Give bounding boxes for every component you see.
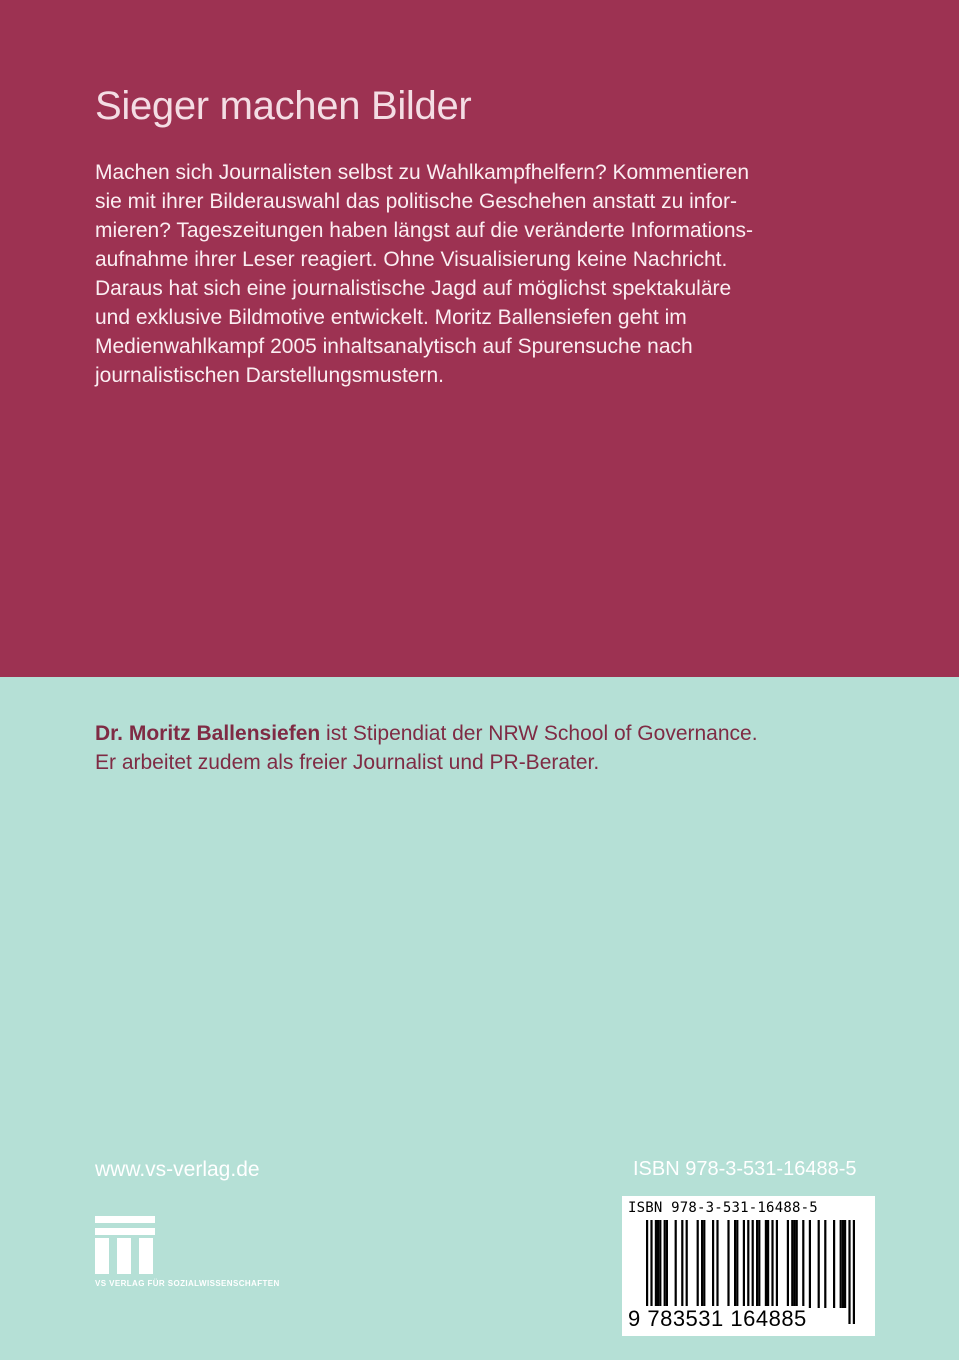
barcode-bar: [844, 1220, 846, 1308]
blurb-line: journalistischen Darstellungsmustern.: [95, 364, 444, 387]
barcode: [622, 1196, 875, 1336]
barcode-bar: [767, 1220, 769, 1308]
blurb-line: sie mit ihrer Bilderauswahl das politische Geschehen anstatt zu infor-: [95, 190, 737, 213]
barcode-bar: [824, 1220, 826, 1308]
barcode-bar: [765, 1220, 767, 1308]
publisher-website-link[interactable]: www.vs-verlag.de: [95, 1158, 260, 1181]
barcode-bar: [659, 1220, 661, 1308]
author-bio-line: Er arbeitet zudem als freier Journalist und PR-Berater.: [95, 751, 600, 774]
barcode-bar: [666, 1220, 668, 1308]
barcode-bar: [675, 1220, 677, 1308]
author-name: Dr. Moritz Ballensiefen: [95, 722, 321, 745]
barcode-bar: [657, 1220, 659, 1308]
barcode-bar: [655, 1220, 657, 1308]
barcode-bar: [758, 1220, 760, 1308]
author-bio: [95, 719, 895, 777]
blurb-line: mieren? Tageszeitungen haben längst auf die veränderte Informations-: [95, 219, 754, 242]
logo-mark: [95, 1216, 165, 1276]
barcode-bar: [771, 1220, 773, 1308]
barcode-bar: [664, 1220, 666, 1308]
barcode-bar: [793, 1220, 795, 1308]
barcode-bar: [791, 1220, 793, 1308]
barcode-guard-bar: [853, 1220, 855, 1324]
book-blurb: [95, 158, 855, 390]
book-title: Sieger machen Bilder: [95, 84, 472, 128]
barcode-bar: [833, 1220, 835, 1308]
barcode-bar: [734, 1220, 736, 1308]
publisher-logo-text: VS VERLAG FÜR SOZIALWISSENSCHAFTEN: [95, 1279, 280, 1288]
barcode-bar: [787, 1220, 789, 1308]
author-bio-text: ist Stipendiat der NRW School of Governance.: [320, 722, 758, 745]
blurb-line: und exklusive Bildmotive entwickelt. Moritz Ballensiefen geht im: [95, 306, 687, 329]
isbn-label: ISBN 978-3-531-16488-5: [633, 1158, 857, 1180]
barcode-bar: [818, 1220, 820, 1308]
blurb-line: Machen sich Journalisten selbst zu Wahlkampfhelfern? Kommentieren: [95, 161, 750, 184]
barcode-bar: [736, 1220, 738, 1308]
barcode-bar: [686, 1220, 688, 1308]
barcode-bar: [756, 1220, 758, 1308]
barcode-bar: [796, 1220, 798, 1308]
barcode-bar: [743, 1220, 745, 1308]
barcode-bar: [712, 1220, 714, 1308]
barcode-bar: [716, 1220, 718, 1308]
blurb-line: aufnahme ihrer Leser reagiert. Ohne Visualisierung keine Nachricht.: [95, 248, 728, 271]
barcode-guard-bar: [848, 1220, 850, 1324]
barcode-bar: [776, 1220, 778, 1308]
barcode-bar: [701, 1220, 703, 1308]
barcode-bar: [703, 1220, 705, 1308]
top-panel: [0, 0, 959, 677]
barcode-bar: [727, 1220, 729, 1308]
barcode-bar: [840, 1220, 842, 1308]
blurb-line: Daraus hat sich eine journalistische Jagd auf möglichst spektakuläre: [95, 277, 732, 300]
blurb-line: Medienwahlkampf 2005 inhaltsanalytisch auf Spurensuche nach: [95, 335, 693, 358]
barcode-bar: [697, 1220, 699, 1308]
barcode-bar: [681, 1220, 683, 1308]
barcode-digits: 9 783531 164885: [628, 1306, 807, 1331]
barcode-bar: [809, 1220, 811, 1308]
barcode-bar: [842, 1220, 844, 1308]
barcode-bar: [802, 1220, 804, 1308]
author-bio-line: [95, 719, 895, 748]
barcode-isbn-text: ISBN 978-3-531-16488-5: [628, 1200, 818, 1216]
